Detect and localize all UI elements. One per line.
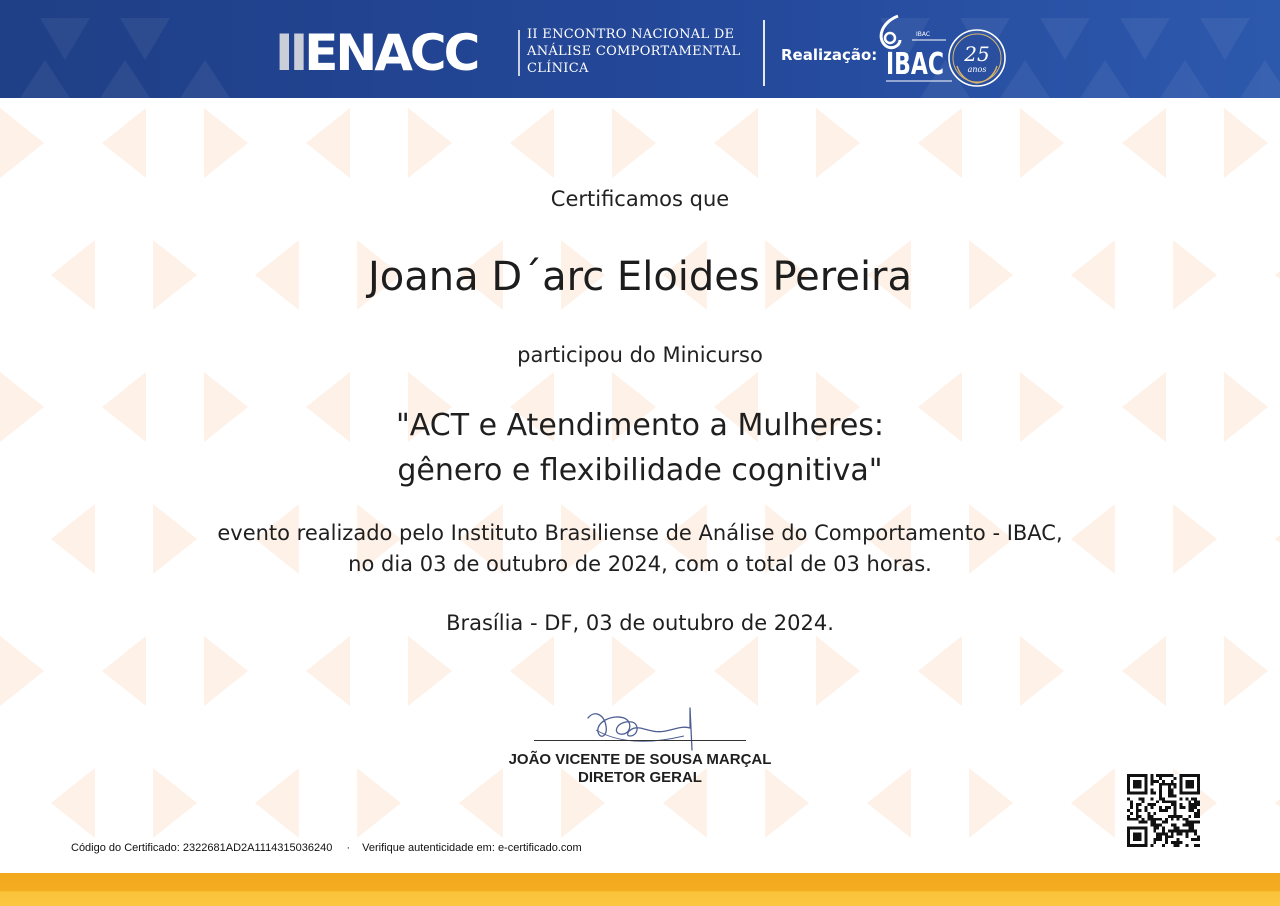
ibac-logo-text: IBAC [886, 47, 944, 82]
anniversary-label: anos [967, 65, 987, 74]
signer-name: JOÃO VICENTE DE SOUSA MARÇAL [508, 751, 772, 768]
place-date: Brasília - DF, 03 de outubro de 2024. [446, 611, 834, 635]
event-name-line: CLÍNICA [527, 61, 589, 76]
participation-text: participou do Minicurso [517, 343, 763, 367]
event-name-line: ANÁLISE COMPORTAMENTAL [527, 44, 741, 59]
event-description-line: evento realizado pelo Instituto Brasiliense de Análise do Comportamento - IBAC, [217, 521, 1063, 545]
certificate-code: 2322681AD2A1114315036240 [182, 842, 333, 854]
enacc-logo-word: ENACC [304, 24, 478, 82]
course-title [0, 403, 1280, 493]
signer-role: DIRETOR GERAL [578, 769, 702, 786]
course-title-line: "ACT e Atendimento a Mulheres: [395, 408, 885, 443]
anniversary-number: 25 [964, 42, 990, 66]
event-description-line: no dia 03 de outubro de 2024, com o total de 03 horas. [348, 552, 932, 576]
signature-line [534, 740, 746, 741]
certificate-code-label: Código do Certificado: [71, 842, 180, 854]
verify-label: Verifique autenticidade em: [362, 842, 495, 854]
realizacao-label: Realização: [781, 46, 878, 64]
enacc-logo-prefix: II [275, 24, 305, 82]
ibac-logo-small-text: IBAC [916, 31, 931, 38]
intro-text: Certificamos que [550, 187, 730, 211]
recipient-name: Joana D´arc Eloides Pereira [367, 254, 913, 300]
event-description [0, 518, 1280, 580]
event-name-line: II ENCONTRO NACIONAL DE [527, 27, 735, 42]
verify-link[interactable]: e-certificado.com [497, 842, 582, 854]
certificate-code-line [71, 842, 582, 854]
footer-separator: · [346, 842, 351, 854]
course-title-line: gênero e flexibilidade cognitiva" [397, 453, 883, 488]
